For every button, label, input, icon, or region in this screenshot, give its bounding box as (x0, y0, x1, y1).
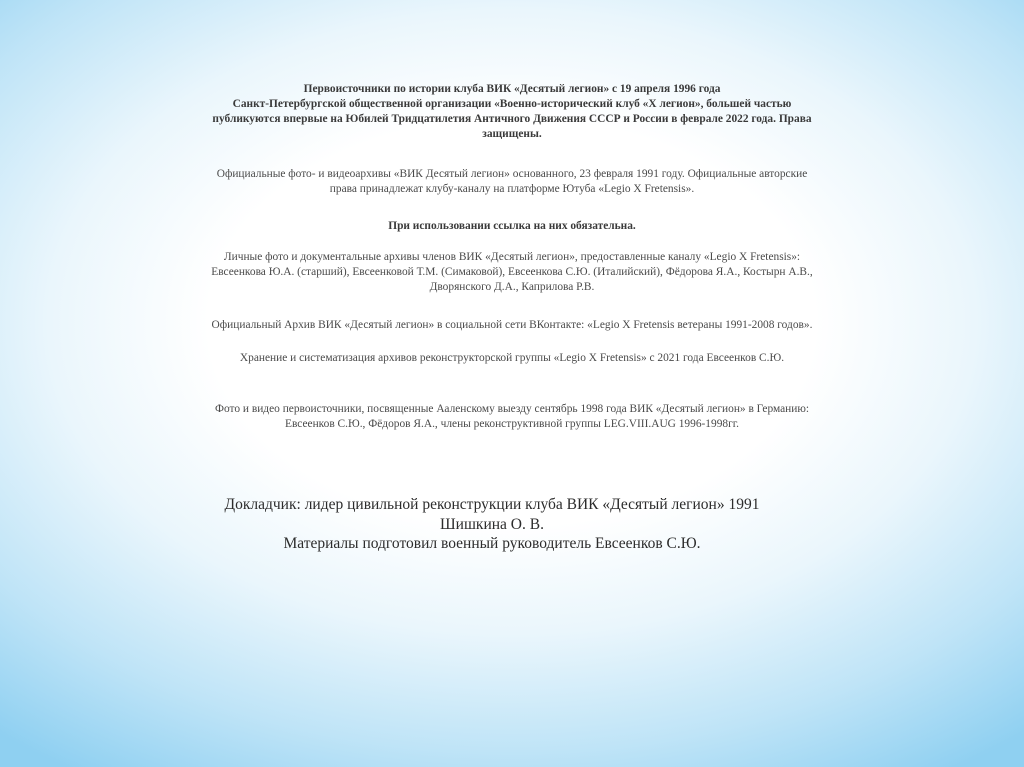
header-line: защищены. (482, 128, 542, 140)
header-line: Санкт-Петербургской общественной организации «Военно-исторический клуб «Х легион», большей частью (232, 98, 792, 110)
official-line: Официальные фото- и видеоархивы «ВИК Десятый легион» основанного, 23 февраля 1991 году. Официальные авторские (216, 168, 808, 180)
personal-line: Евсеенкова Ю.А. (старший), Евсеенковой Т.М. (Симаковой), Евсеенкова С.Ю. (Италийский), Фёдорова Я.А., Костырн А.В., (211, 266, 813, 278)
aalen-line: Евсеенков С.Ю., Фёдоров Я.А., члены реконструктивной группы LEG.VIII.AUG 1996-1998гг. (285, 418, 739, 430)
official-archives-block (120, 167, 904, 197)
storage-line: Хранение и систематизация архивов реконструкторской группы «Legio X Fretensis» с 2021 года Евсеенков С.Ю. (239, 352, 785, 364)
credit-line: Докладчик: лидер цивильной реконструкции клуба ВИК «Десятый легион» 1991 (224, 496, 760, 513)
aalen-line: Фото и видео первоисточники, посвященные Ааленскому выезду сентябрь 1998 года ВИК «Десятый легион» в Германию: (214, 403, 810, 415)
vk-archive-text (120, 318, 904, 333)
personal-line: Дворянского Д.А., Каприлова Р.В. (429, 281, 595, 293)
header-line: Первоисточники по истории клуба ВИК «Десятый легион» с 19 апреля 1996 года (303, 83, 721, 95)
notice-text (120, 219, 904, 234)
personal-archives-block (120, 250, 904, 295)
storage-text (120, 351, 904, 366)
official-line: права принадлежат клубу-каналу на платформе Ютуба «Legio X Fretensis». (329, 183, 695, 195)
personal-line: Личные фото и документальные архивы членов ВИК «Десятый легион», предоставленные каналу «Legio X Fretensis»: (223, 251, 801, 263)
vk-line: Официальный Архив ВИК «Десятый легион» в социальной сети ВКонтакте: «Legio X Fretensis ветераны 1991-2008 годов». (211, 319, 813, 331)
credits-block (120, 495, 864, 554)
notice-line: При использовании ссылка на них обязательна. (388, 220, 636, 232)
header-block (120, 82, 904, 142)
credit-line: Шишкина О. В. (440, 515, 544, 533)
header-line: публикуются впервые на Юбилей Тридцатилетия Античного Движения СССР и России в феврале 2022 года. Права (212, 113, 812, 125)
credit-line: Материалы подготовил военный руководитель Евсеенков С.Ю. (283, 535, 701, 552)
aalen-block (120, 402, 904, 432)
